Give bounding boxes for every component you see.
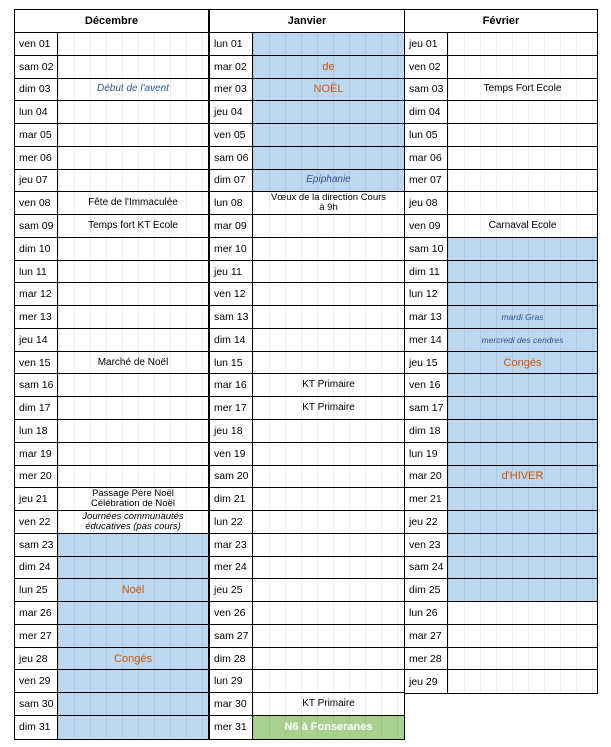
month-column-janvier — [209, 9, 405, 740]
day-label: mar 05 — [15, 124, 58, 146]
event-cell: de — [253, 56, 404, 78]
event-cell — [253, 101, 404, 123]
event-cell — [253, 557, 404, 579]
day-row — [405, 79, 597, 102]
day-row — [210, 693, 404, 716]
day-label: mar 12 — [15, 283, 58, 305]
month-header: Février — [405, 10, 597, 33]
day-row — [15, 283, 208, 306]
day-row — [210, 534, 404, 557]
event-cell — [448, 511, 597, 533]
day-label: mar 09 — [210, 215, 253, 237]
day-row — [405, 397, 597, 420]
event-cell — [253, 443, 404, 465]
event-cell — [58, 534, 208, 556]
day-row — [405, 579, 597, 602]
day-label: mar 27 — [405, 625, 448, 647]
day-label: lun 22 — [210, 511, 253, 533]
day-label: ven 19 — [210, 443, 253, 465]
day-row — [15, 602, 208, 625]
event-cell: Congés — [58, 648, 208, 670]
day-label: jeu 25 — [210, 579, 253, 601]
event-cell — [253, 147, 404, 169]
event-cell: mardi Gras — [448, 306, 597, 328]
event-cell: Epiphanie — [253, 170, 404, 192]
day-label: lun 05 — [405, 124, 448, 146]
day-row — [405, 374, 597, 397]
day-row — [15, 215, 208, 238]
event-cell — [58, 56, 208, 78]
day-row — [210, 511, 404, 534]
day-row — [405, 670, 597, 693]
day-row — [15, 488, 208, 511]
day-label: lun 01 — [210, 33, 253, 55]
day-label: sam 24 — [405, 557, 448, 579]
day-label: mer 20 — [15, 466, 58, 488]
day-label: ven 16 — [405, 374, 448, 396]
event-cell — [58, 170, 208, 192]
day-label: jeu 22 — [405, 511, 448, 533]
day-label: lun 18 — [15, 420, 58, 442]
day-label: ven 01 — [15, 33, 58, 55]
day-label: mar 19 — [15, 443, 58, 465]
day-row — [210, 716, 404, 739]
day-row — [405, 511, 597, 534]
event-cell — [253, 648, 404, 670]
day-row — [405, 56, 597, 79]
day-row — [210, 79, 404, 102]
day-row — [15, 352, 208, 375]
day-label: ven 12 — [210, 283, 253, 305]
day-label: dim 18 — [405, 420, 448, 442]
event-cell — [253, 670, 404, 692]
month-header: Janvier — [210, 10, 404, 33]
day-row — [210, 306, 404, 329]
day-label: jeu 04 — [210, 101, 253, 123]
day-row — [15, 466, 208, 489]
month-column-fevrier — [404, 9, 598, 694]
event-cell: NOËL — [253, 79, 404, 101]
day-row — [405, 420, 597, 443]
day-label: dim 04 — [405, 101, 448, 123]
event-cell — [253, 283, 404, 305]
event-cell — [253, 215, 404, 237]
event-cell: Temps Fort Ecole — [448, 79, 597, 101]
event-cell — [253, 511, 404, 533]
event-cell: Temps fort KT Ecole — [58, 215, 208, 237]
event-cell: KT Primaire — [253, 397, 404, 419]
event-cell — [253, 33, 404, 55]
day-row — [405, 443, 597, 466]
day-row — [15, 670, 208, 693]
day-row — [210, 625, 404, 648]
day-label: mer 17 — [210, 397, 253, 419]
event-cell — [448, 670, 597, 693]
day-label: lun 11 — [15, 261, 58, 283]
day-row — [15, 693, 208, 716]
day-row — [210, 579, 404, 602]
day-label: dim 24 — [15, 557, 58, 579]
event-cell — [253, 488, 404, 510]
day-label: mer 31 — [210, 716, 253, 739]
day-row — [210, 261, 404, 284]
day-label: sam 13 — [210, 306, 253, 328]
day-label: dim 11 — [405, 261, 448, 283]
day-row — [210, 192, 404, 215]
event-cell — [253, 352, 404, 374]
day-row — [15, 374, 208, 397]
day-row — [210, 648, 404, 671]
day-label: mer 14 — [405, 329, 448, 351]
day-row — [210, 283, 404, 306]
day-row — [15, 306, 208, 329]
day-label: dim 17 — [15, 397, 58, 419]
day-label: jeu 21 — [15, 488, 58, 510]
day-row — [405, 557, 597, 580]
day-label: mer 10 — [210, 238, 253, 260]
event-cell — [253, 329, 404, 351]
day-row — [15, 579, 208, 602]
day-row — [210, 488, 404, 511]
day-label: dim 07 — [210, 170, 253, 192]
day-row — [405, 170, 597, 193]
day-label: dim 10 — [15, 238, 58, 260]
day-row — [210, 557, 404, 580]
event-cell — [448, 602, 597, 624]
event-cell — [58, 283, 208, 305]
day-row — [15, 124, 208, 147]
event-cell — [448, 283, 597, 305]
day-row — [15, 238, 208, 261]
event-cell — [253, 602, 404, 624]
event-cell — [58, 33, 208, 55]
day-label: sam 20 — [210, 466, 253, 488]
event-cell — [253, 261, 404, 283]
day-label: lun 08 — [210, 192, 253, 214]
event-cell — [58, 124, 208, 146]
day-row — [210, 329, 404, 352]
day-label: ven 09 — [405, 215, 448, 237]
day-row — [210, 374, 404, 397]
day-row — [210, 602, 404, 625]
event-cell — [58, 693, 208, 715]
day-row — [15, 420, 208, 443]
day-label: jeu 28 — [15, 648, 58, 670]
event-cell: KT Primaire — [253, 693, 404, 715]
event-cell — [58, 397, 208, 419]
day-row — [210, 420, 404, 443]
day-label: mer 27 — [15, 625, 58, 647]
event-cell — [448, 488, 597, 510]
day-label: ven 05 — [210, 124, 253, 146]
day-row — [405, 215, 597, 238]
day-row — [405, 329, 597, 352]
day-row — [210, 124, 404, 147]
day-label: jeu 29 — [405, 670, 448, 693]
day-label: lun 19 — [405, 443, 448, 465]
day-row — [15, 147, 208, 170]
event-cell — [448, 534, 597, 556]
day-row — [405, 124, 597, 147]
day-label: dim 28 — [210, 648, 253, 670]
event-cell — [58, 374, 208, 396]
day-label: jeu 14 — [15, 329, 58, 351]
event-cell — [253, 625, 404, 647]
event-cell — [448, 374, 597, 396]
day-row — [15, 557, 208, 580]
event-cell: Congés — [448, 352, 597, 374]
day-label: mer 28 — [405, 648, 448, 670]
day-label: mar 16 — [210, 374, 253, 396]
day-label: lun 25 — [15, 579, 58, 601]
day-row — [15, 56, 208, 79]
day-label: ven 26 — [210, 602, 253, 624]
day-label: sam 17 — [405, 397, 448, 419]
event-cell — [58, 147, 208, 169]
day-label: sam 23 — [15, 534, 58, 556]
event-cell: N6 à Fonseranes — [253, 716, 404, 739]
month-column-decembre — [14, 9, 209, 740]
day-label: ven 29 — [15, 670, 58, 692]
event-cell — [448, 147, 597, 169]
event-cell — [448, 557, 597, 579]
day-label: mer 13 — [15, 306, 58, 328]
day-label: sam 27 — [210, 625, 253, 647]
day-row — [15, 170, 208, 193]
event-cell: Marché de Noël — [58, 352, 208, 374]
event-cell — [448, 101, 597, 123]
event-cell — [253, 124, 404, 146]
day-label: dim 14 — [210, 329, 253, 351]
event-cell — [58, 670, 208, 692]
day-row — [210, 352, 404, 375]
event-cell — [58, 101, 208, 123]
day-row — [15, 534, 208, 557]
day-label: mer 03 — [210, 79, 253, 101]
event-cell — [253, 420, 404, 442]
month-header: Décembre — [15, 10, 208, 33]
day-row — [405, 261, 597, 284]
day-row — [210, 466, 404, 489]
event-cell — [58, 602, 208, 624]
event-cell — [448, 192, 597, 214]
day-label: mar 02 — [210, 56, 253, 78]
day-row — [405, 33, 597, 56]
day-label: ven 02 — [405, 56, 448, 78]
event-cell — [448, 170, 597, 192]
day-row — [405, 283, 597, 306]
event-cell: Début de l'avent — [58, 79, 208, 101]
day-label: mar 26 — [15, 602, 58, 624]
day-row — [15, 397, 208, 420]
event-cell — [58, 716, 208, 739]
day-label: sam 02 — [15, 56, 58, 78]
day-label: mar 30 — [210, 693, 253, 715]
day-row — [210, 101, 404, 124]
event-cell — [58, 466, 208, 488]
day-row — [210, 443, 404, 466]
day-label: sam 03 — [405, 79, 448, 101]
event-cell — [58, 625, 208, 647]
day-label: lun 29 — [210, 670, 253, 692]
event-cell — [253, 534, 404, 556]
event-cell: d'HIVER — [448, 466, 597, 488]
day-label: jeu 11 — [210, 261, 253, 283]
day-row — [210, 170, 404, 193]
day-row — [405, 625, 597, 648]
event-cell: mercredi des cendres — [448, 329, 597, 351]
day-row — [210, 670, 404, 693]
event-cell — [448, 238, 597, 260]
day-label: ven 22 — [15, 511, 58, 533]
day-label: mar 20 — [405, 466, 448, 488]
event-cell — [448, 261, 597, 283]
day-label: ven 23 — [405, 534, 448, 556]
event-cell — [253, 238, 404, 260]
day-label: jeu 15 — [405, 352, 448, 374]
day-row — [405, 306, 597, 329]
day-row — [15, 329, 208, 352]
day-row — [15, 648, 208, 671]
day-row — [405, 648, 597, 671]
day-row — [210, 56, 404, 79]
day-label: mer 21 — [405, 488, 448, 510]
day-label: ven 08 — [15, 192, 58, 214]
day-label: dim 31 — [15, 716, 58, 739]
day-row — [405, 101, 597, 124]
event-cell: KT Primaire — [253, 374, 404, 396]
day-label: mer 07 — [405, 170, 448, 192]
day-label: dim 03 — [15, 79, 58, 101]
event-cell — [58, 557, 208, 579]
day-row — [15, 625, 208, 648]
event-cell — [448, 56, 597, 78]
event-cell — [448, 124, 597, 146]
event-cell — [58, 306, 208, 328]
day-row — [405, 192, 597, 215]
day-label: sam 10 — [405, 238, 448, 260]
event-cell — [448, 579, 597, 601]
day-row — [405, 534, 597, 557]
event-cell — [448, 33, 597, 55]
day-label: sam 16 — [15, 374, 58, 396]
day-row — [405, 238, 597, 261]
event-cell — [58, 329, 208, 351]
day-label: mer 06 — [15, 147, 58, 169]
event-cell — [448, 420, 597, 442]
day-row — [15, 33, 208, 56]
day-row — [210, 33, 404, 56]
day-row — [15, 511, 208, 534]
day-label: mar 23 — [210, 534, 253, 556]
day-row — [405, 147, 597, 170]
day-row — [210, 147, 404, 170]
event-cell — [448, 397, 597, 419]
day-label: lun 12 — [405, 283, 448, 305]
day-row — [15, 716, 208, 739]
day-label: dim 21 — [210, 488, 253, 510]
day-label: mar 06 — [405, 147, 448, 169]
event-cell: Journées communautés éducatives (pas cours) — [58, 511, 208, 533]
day-row — [210, 215, 404, 238]
event-cell — [448, 625, 597, 647]
day-label: jeu 18 — [210, 420, 253, 442]
day-label: jeu 08 — [405, 192, 448, 214]
day-label: sam 30 — [15, 693, 58, 715]
day-row — [405, 488, 597, 511]
day-label: lun 26 — [405, 602, 448, 624]
event-cell — [448, 648, 597, 670]
event-cell — [253, 466, 404, 488]
event-cell — [58, 238, 208, 260]
day-row — [405, 602, 597, 625]
day-row — [15, 101, 208, 124]
day-label: lun 15 — [210, 352, 253, 374]
day-label: jeu 01 — [405, 33, 448, 55]
event-cell: Passage Père Noël Célébration de Noël — [58, 488, 208, 510]
event-cell: Noël — [58, 579, 208, 601]
event-cell: Vœux de la direction Cours à 9h — [253, 192, 404, 214]
day-label: lun 04 — [15, 101, 58, 123]
event-cell — [253, 306, 404, 328]
event-cell — [253, 579, 404, 601]
day-label: jeu 07 — [15, 170, 58, 192]
event-cell: Carnaval Ecole — [448, 215, 597, 237]
day-label: sam 09 — [15, 215, 58, 237]
day-row — [405, 352, 597, 375]
day-label: mer 24 — [210, 557, 253, 579]
day-row — [210, 238, 404, 261]
event-cell — [58, 261, 208, 283]
event-cell — [58, 443, 208, 465]
event-cell — [448, 443, 597, 465]
day-label: dim 25 — [405, 579, 448, 601]
day-row — [405, 466, 597, 489]
day-label: mar 13 — [405, 306, 448, 328]
day-row — [15, 79, 208, 102]
event-cell: Fête de l'Immaculée — [58, 192, 208, 214]
day-label: ven 15 — [15, 352, 58, 374]
day-row — [15, 192, 208, 215]
day-row — [15, 261, 208, 284]
day-row — [210, 397, 404, 420]
day-label: sam 06 — [210, 147, 253, 169]
event-cell — [58, 420, 208, 442]
day-row — [15, 443, 208, 466]
